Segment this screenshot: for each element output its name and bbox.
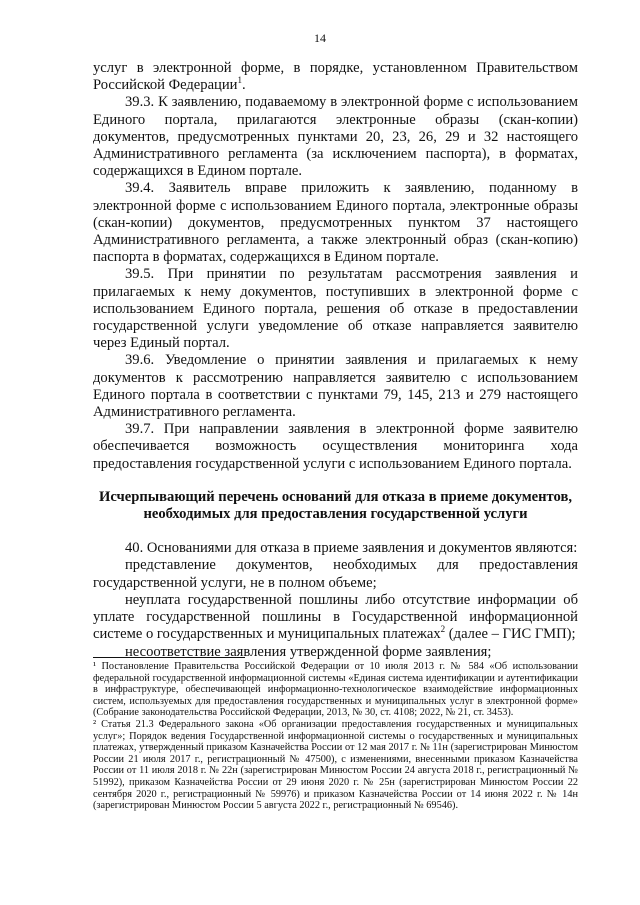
paragraph-39-6: 39.6. Уведомление о принятии заявления и прилагаемых к нему документов к рассмотрению направляется заявителю с использованием Единого портала в соответствии с пунктами 79, 145, 213 и 279 настоящего Административного регламента. bbox=[93, 352, 578, 421]
paragraph-40: 40. Основаниями для отказа в приеме заявления и документов являются: bbox=[125, 540, 578, 557]
list-item-incomplete-documents: представление документов, необходимых для предоставления государственной услуги, не в полном объеме; bbox=[93, 557, 578, 591]
paragraph-tail: (далее – ГИС ГМП); bbox=[445, 626, 576, 643]
paragraph-continuation bbox=[93, 60, 578, 94]
footnotes bbox=[93, 661, 578, 812]
footnote-ref-2[interactable]: 2 bbox=[440, 624, 446, 635]
paragraph-39-7: 39.7. При направлении заявления в электронной форме заявителю обеспечивается возможность осуществления мониторинга хода предоставления государственной услуги с использованием Единого портала. bbox=[93, 421, 578, 472]
paragraph-39-5: 39.5. При принятии по результатам рассмотрения заявления и прилагаемых к нему документов, поступивших в электронной форме с использованием Единого портала, решения об отказе в предоставлении государственной услуги уведомление об отказе направляется заявителю через Единый портал. bbox=[93, 266, 578, 352]
paragraph-39-3: 39.3. К заявлению, подаваемому в электронной форме с использованием Единого портала, прилагаются электронные образы (скан-копии) документов, предусмотренных пунктами 20, 23, 26, 29 и 32 настоящего Административного регламента (за исключением паспорта), в форматах, содержащихся в Едином портале. bbox=[93, 94, 578, 180]
footnote-separator bbox=[93, 657, 245, 658]
paragraph-text: услуг в электронной форме, в порядке, установленном Правительством Российской Федерации bbox=[93, 60, 578, 94]
section-heading: Исчерпывающий перечень оснований для отказа в приеме документов, необходимых для предоставления государственной услуги bbox=[99, 488, 572, 523]
list-item-form-mismatch: несоответствие заявления утвержденной форме заявления; bbox=[125, 643, 492, 660]
footnote-ref-1[interactable]: 1 bbox=[237, 75, 242, 86]
paragraph-text: неуплата государственной пошлины либо отсутствие информации об уплате государственной пошлины в Государственной информационной системе о государственных и муниципальных платежах bbox=[93, 591, 578, 643]
page-number: 14 bbox=[314, 31, 326, 45]
list-item-unpaid-duty bbox=[93, 592, 578, 644]
paragraph-39-4: 39.4. Заявитель вправе приложить к заявлению, поданному в электронной форме с использованием Единого портала, электронные образы (скан-копии) документов, предусмотренных пунктом 37 настоящего Административного регламента, а также электронный образ (скан-копию) паспорта в форматах, содержащихся в Едином портале. bbox=[93, 180, 578, 266]
footnote-1: ¹ Постановление Правительства Российской Федерации от 10 июля 2013 г. № 584 «Об использовании федеральной государственной информационной системы «Единая система идентификации и аутентификации в инфраструктуре, обеспечивающей информационно-технологическое взаимодействие информационных систем, используемых для предоставления государственных и муниципальных услуг в электронной форме» (Собрание законодательства Российской Федерации, 2013, № 30, ст. 4108; 2022, № 21, ст. 3453). bbox=[93, 661, 578, 719]
paragraph-tail: . bbox=[242, 77, 246, 94]
footnote-2: ² Статья 21.3 Федерального закона «Об организации предоставления государственных и муниципальных услуг»; Порядок ведения Государственной информационной системы о государственных и муниципальных платежах, утвержденный приказом Казначейства России от 12 мая 2017 г. № 11н (зарегистрирован Минюстом России 21 июля 2017 г., регистрационный № 47500), с изменениями, внесенными приказом Казначейства России от 11 июля 2018 г. № 22н (зарегистрирован Минюстом России 24 августа 2018 г., регистрационный № 51992), приказом Казначейства России от 29 июня 2020 г. № 25н (зарегистрирован Минюстом России 22 сентября 2020 г., регистрационный № 59976) и приказом Казначейства России от 14 июня 2022 г. № 14н (зарегистрирован Минюстом России 5 августа 2022 г., регистрационный № 69546). bbox=[93, 718, 578, 812]
document-body bbox=[93, 60, 578, 661]
